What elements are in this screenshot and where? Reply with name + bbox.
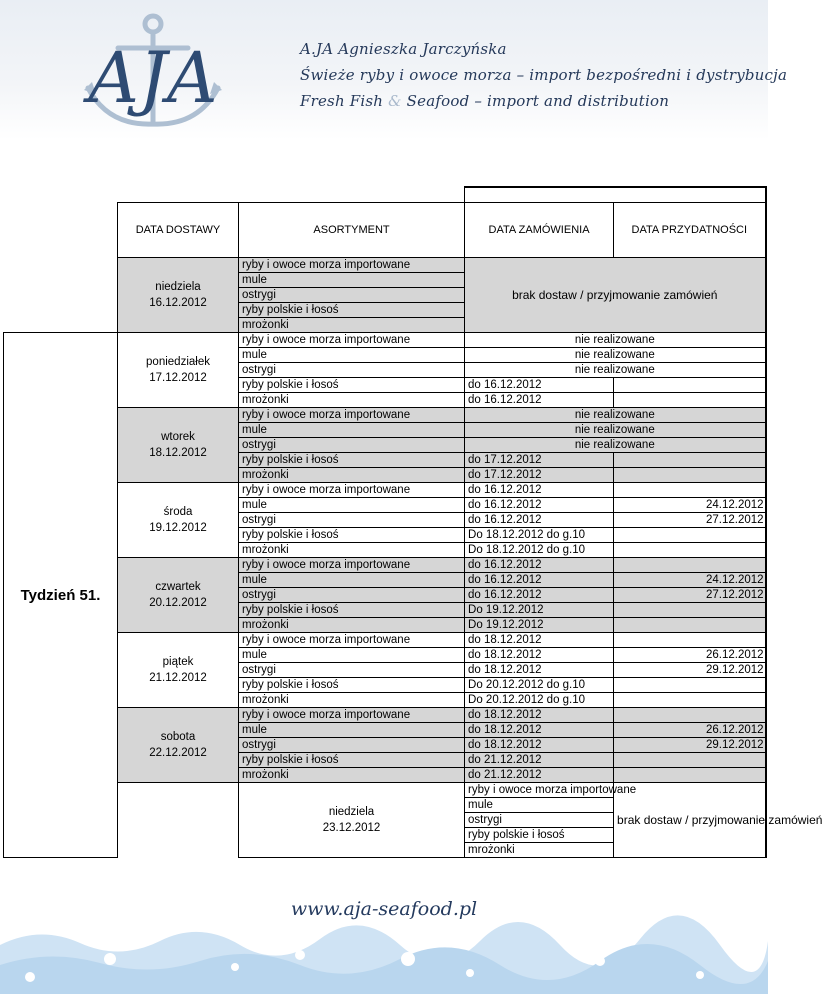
expiry-date-cell [614,633,766,648]
assortment-item: ostrygi [239,363,465,378]
assortment-item: ryby i owoce morza importowane [239,483,465,498]
expiry-date-cell [614,543,766,558]
order-date-cell: do 16.12.2012 [465,393,614,408]
expiry-date-cell [614,483,766,498]
header-expiry-date: DATA PRZYDATNOŚCI [614,203,766,258]
assortment-item: ryby i owoce morza importowane [239,408,465,423]
day-date: 22.12.2012 [149,747,207,759]
expiry-date-cell [614,753,766,768]
day-cell [118,483,239,558]
letterhead [0,0,788,140]
order-date-cell: Do 18.12.2012 do g.10 [465,543,614,558]
aja-anchor-logo [58,10,248,130]
tagline-en-part2: Seafood – import and distribution [406,92,670,110]
tagline-pl: Świeże ryby i owoce morza – import bezpośredni i dystrybucja [300,66,788,84]
day-date: 18.12.2012 [149,447,207,459]
assortment-item: ryby i owoce morza importowane [239,333,465,348]
assortment-item: mrożonki [239,393,465,408]
day-name: niedziela [328,806,375,818]
tagline-en-part1: Fresh Fish [300,92,384,110]
order-date-cell: do 16.12.2012 [465,573,614,588]
order-date-cell: Do 19.12.2012 [465,603,614,618]
assortment-item: ryby i owoce morza importowane [239,258,465,273]
week-spacer-top [4,258,118,333]
assortment-item: mrożonki [239,543,465,558]
assortment-item: ryby polskie i łosoś [465,828,614,843]
expiry-date-cell [614,528,766,543]
day-date: 16.12.2012 [149,297,207,309]
table-row [4,558,766,573]
assortment-item: ryby polskie i łosoś [239,678,465,693]
assortment-item: mrożonki [239,693,465,708]
order-date-cell: do 21.12.2012 [465,768,614,783]
order-date-cell: do 16.12.2012 [465,498,614,513]
expiry-date-cell [614,393,766,408]
day-name: piątek [162,656,194,668]
table-row [4,483,766,498]
expiry-date-cell [614,678,766,693]
day-cell [118,258,239,333]
assortment-item: ostrygi [239,513,465,528]
day-name: niedziela [155,281,201,293]
order-date-cell: do 16.12.2012 [465,558,614,573]
assortment-item: mrożonki [239,318,465,333]
assortment-item: mule [239,723,465,738]
expiry-date-cell: 24.12.2012 [614,498,766,513]
order-date-cell: do 16.12.2012 [465,483,614,498]
expiry-date-cell [614,468,766,483]
assortment-item: ryby i owoce morza importowane [465,783,614,798]
assortment-item: ryby i owoce morza importowane [239,708,465,723]
expiry-date-cell [614,453,766,468]
assortment-item: mule [239,498,465,513]
day-date: 19.12.2012 [149,522,207,534]
expiry-date-cell [614,768,766,783]
company-name: A.JA Agnieszka Jarczyńska [300,40,507,58]
assortment-item: mule [239,348,465,363]
header-delivery-date: DATA DOSTAWY [118,203,239,258]
expiry-date-cell: 29.12.2012 [614,663,766,678]
no-delivery-note: brak dostaw / przyjmowanie zamówień [614,783,766,858]
assortment-item: mrożonki [239,468,465,483]
day-date: 17.12.2012 [149,372,207,384]
week-spacer-bottom [118,783,239,858]
order-date-cell: do 18.12.2012 [465,723,614,738]
order-date-cell: do 18.12.2012 [465,663,614,678]
assortment-item: ryby i owoce morza importowane [239,633,465,648]
order-date-cell: do 18.12.2012 [465,648,614,663]
table-row [4,408,766,423]
assortment-item: mule [465,798,614,813]
schedule-table [3,186,822,858]
expiry-date-cell: 29.12.2012 [614,738,766,753]
order-date-cell: Do 20.12.2012 do g.10 [465,678,614,693]
header-assortment: ASORTYMENT [239,203,465,258]
delivery-schedule [3,186,822,856]
tagline-en [300,92,669,110]
assortment-item: ostrygi [239,588,465,603]
expiry-date-cell [614,708,766,723]
assortment-item: ostrygi [239,288,465,303]
order-date-cell: do 16.12.2012 [465,513,614,528]
week-label: Tydzień 51. [4,333,118,858]
expiry-date-cell [614,618,766,633]
order-date-cell: do 18.12.2012 [465,738,614,753]
expiry-date-cell [614,558,766,573]
assortment-item: mule [239,648,465,663]
assortment-item: mule [239,273,465,288]
order-date-cell: do 17.12.2012 [465,453,614,468]
order-date-cell: do 16.12.2012 [465,378,614,393]
expiry-date-cell: 26.12.2012 [614,648,766,663]
table-row [4,633,766,648]
wave-decoration [0,915,768,994]
day-date: 20.12.2012 [149,597,207,609]
assortment-item: ryby i owoce morza importowane [239,558,465,573]
order-date-cell: nie realizowane [465,348,766,363]
table-row [4,258,766,273]
logo-text: AJA [88,37,218,119]
assortment-item: ryby polskie i łosoś [239,303,465,318]
day-cell [118,708,239,783]
day-name: sobota [160,731,196,743]
day-name: czwartek [155,581,201,593]
expiry-date-cell: 27.12.2012 [614,513,766,528]
expiry-date-cell [614,603,766,618]
order-date-cell: nie realizowane [465,438,766,453]
assortment-item: ostrygi [239,663,465,678]
order-date-cell: do 18.12.2012 [465,633,614,648]
assortment-item: ryby polskie i łosoś [239,528,465,543]
order-date-cell: do 18.12.2012 [465,708,614,723]
table-row [4,708,766,723]
assortment-item: mule [239,423,465,438]
assortment-item: ostrygi [465,813,614,828]
assortment-item: ryby polskie i łosoś [239,453,465,468]
day-cell [239,783,465,858]
order-date-cell: nie realizowane [465,408,766,423]
assortment-item: ryby polskie i łosoś [239,603,465,618]
expiry-date-cell: 26.12.2012 [614,723,766,738]
order-date-cell: nie realizowane [465,423,766,438]
order-date-cell: do 17.12.2012 [465,468,614,483]
assortment-item: ryby polskie i łosoś [239,753,465,768]
day-name: wtorek [161,431,195,443]
table-row [4,333,766,348]
expiry-date-cell [614,378,766,393]
week-header-spacer [4,203,118,258]
no-delivery-note: brak dostaw / przyjmowanie zamówień [465,258,766,333]
order-date-cell: nie realizowane [465,333,766,348]
assortment-item: ostrygi [239,738,465,753]
order-date-cell: nie realizowane [465,363,766,378]
ampersand: & [388,92,402,110]
day-cell [118,633,239,708]
day-cell [118,558,239,633]
website-link[interactable]: www.aja-seafood.pl [290,898,478,920]
assortment-item: mrożonki [465,843,614,858]
order-date-cell: do 16.12.2012 [465,588,614,603]
expiry-date-cell: 27.12.2012 [614,588,766,603]
assortment-item: ryby polskie i łosoś [239,378,465,393]
assortment-item: mrożonki [239,618,465,633]
day-name: środa [163,506,193,518]
order-date-cell: do 21.12.2012 [465,753,614,768]
day-name: poniedziałek [146,356,210,368]
order-date-cell: Do 19.12.2012 [465,618,614,633]
header-order-date: DATA ZAMÓWIENIA [465,203,614,258]
spacer [4,187,465,203]
day-cell [118,408,239,483]
expiry-date-cell [614,693,766,708]
expiry-date-cell: 24.12.2012 [614,573,766,588]
day-cell [118,333,239,408]
day-date: 21.12.2012 [149,672,207,684]
assortment-item: ostrygi [239,438,465,453]
order-date-cell: Do 20.12.2012 do g.10 [465,693,614,708]
day-date: 23.12.2012 [322,822,381,834]
table-row [4,783,766,798]
header-empty-box [465,187,766,203]
assortment-item: mule [239,573,465,588]
order-date-cell: Do 18.12.2012 do g.10 [465,528,614,543]
assortment-item: mrożonki [239,768,465,783]
